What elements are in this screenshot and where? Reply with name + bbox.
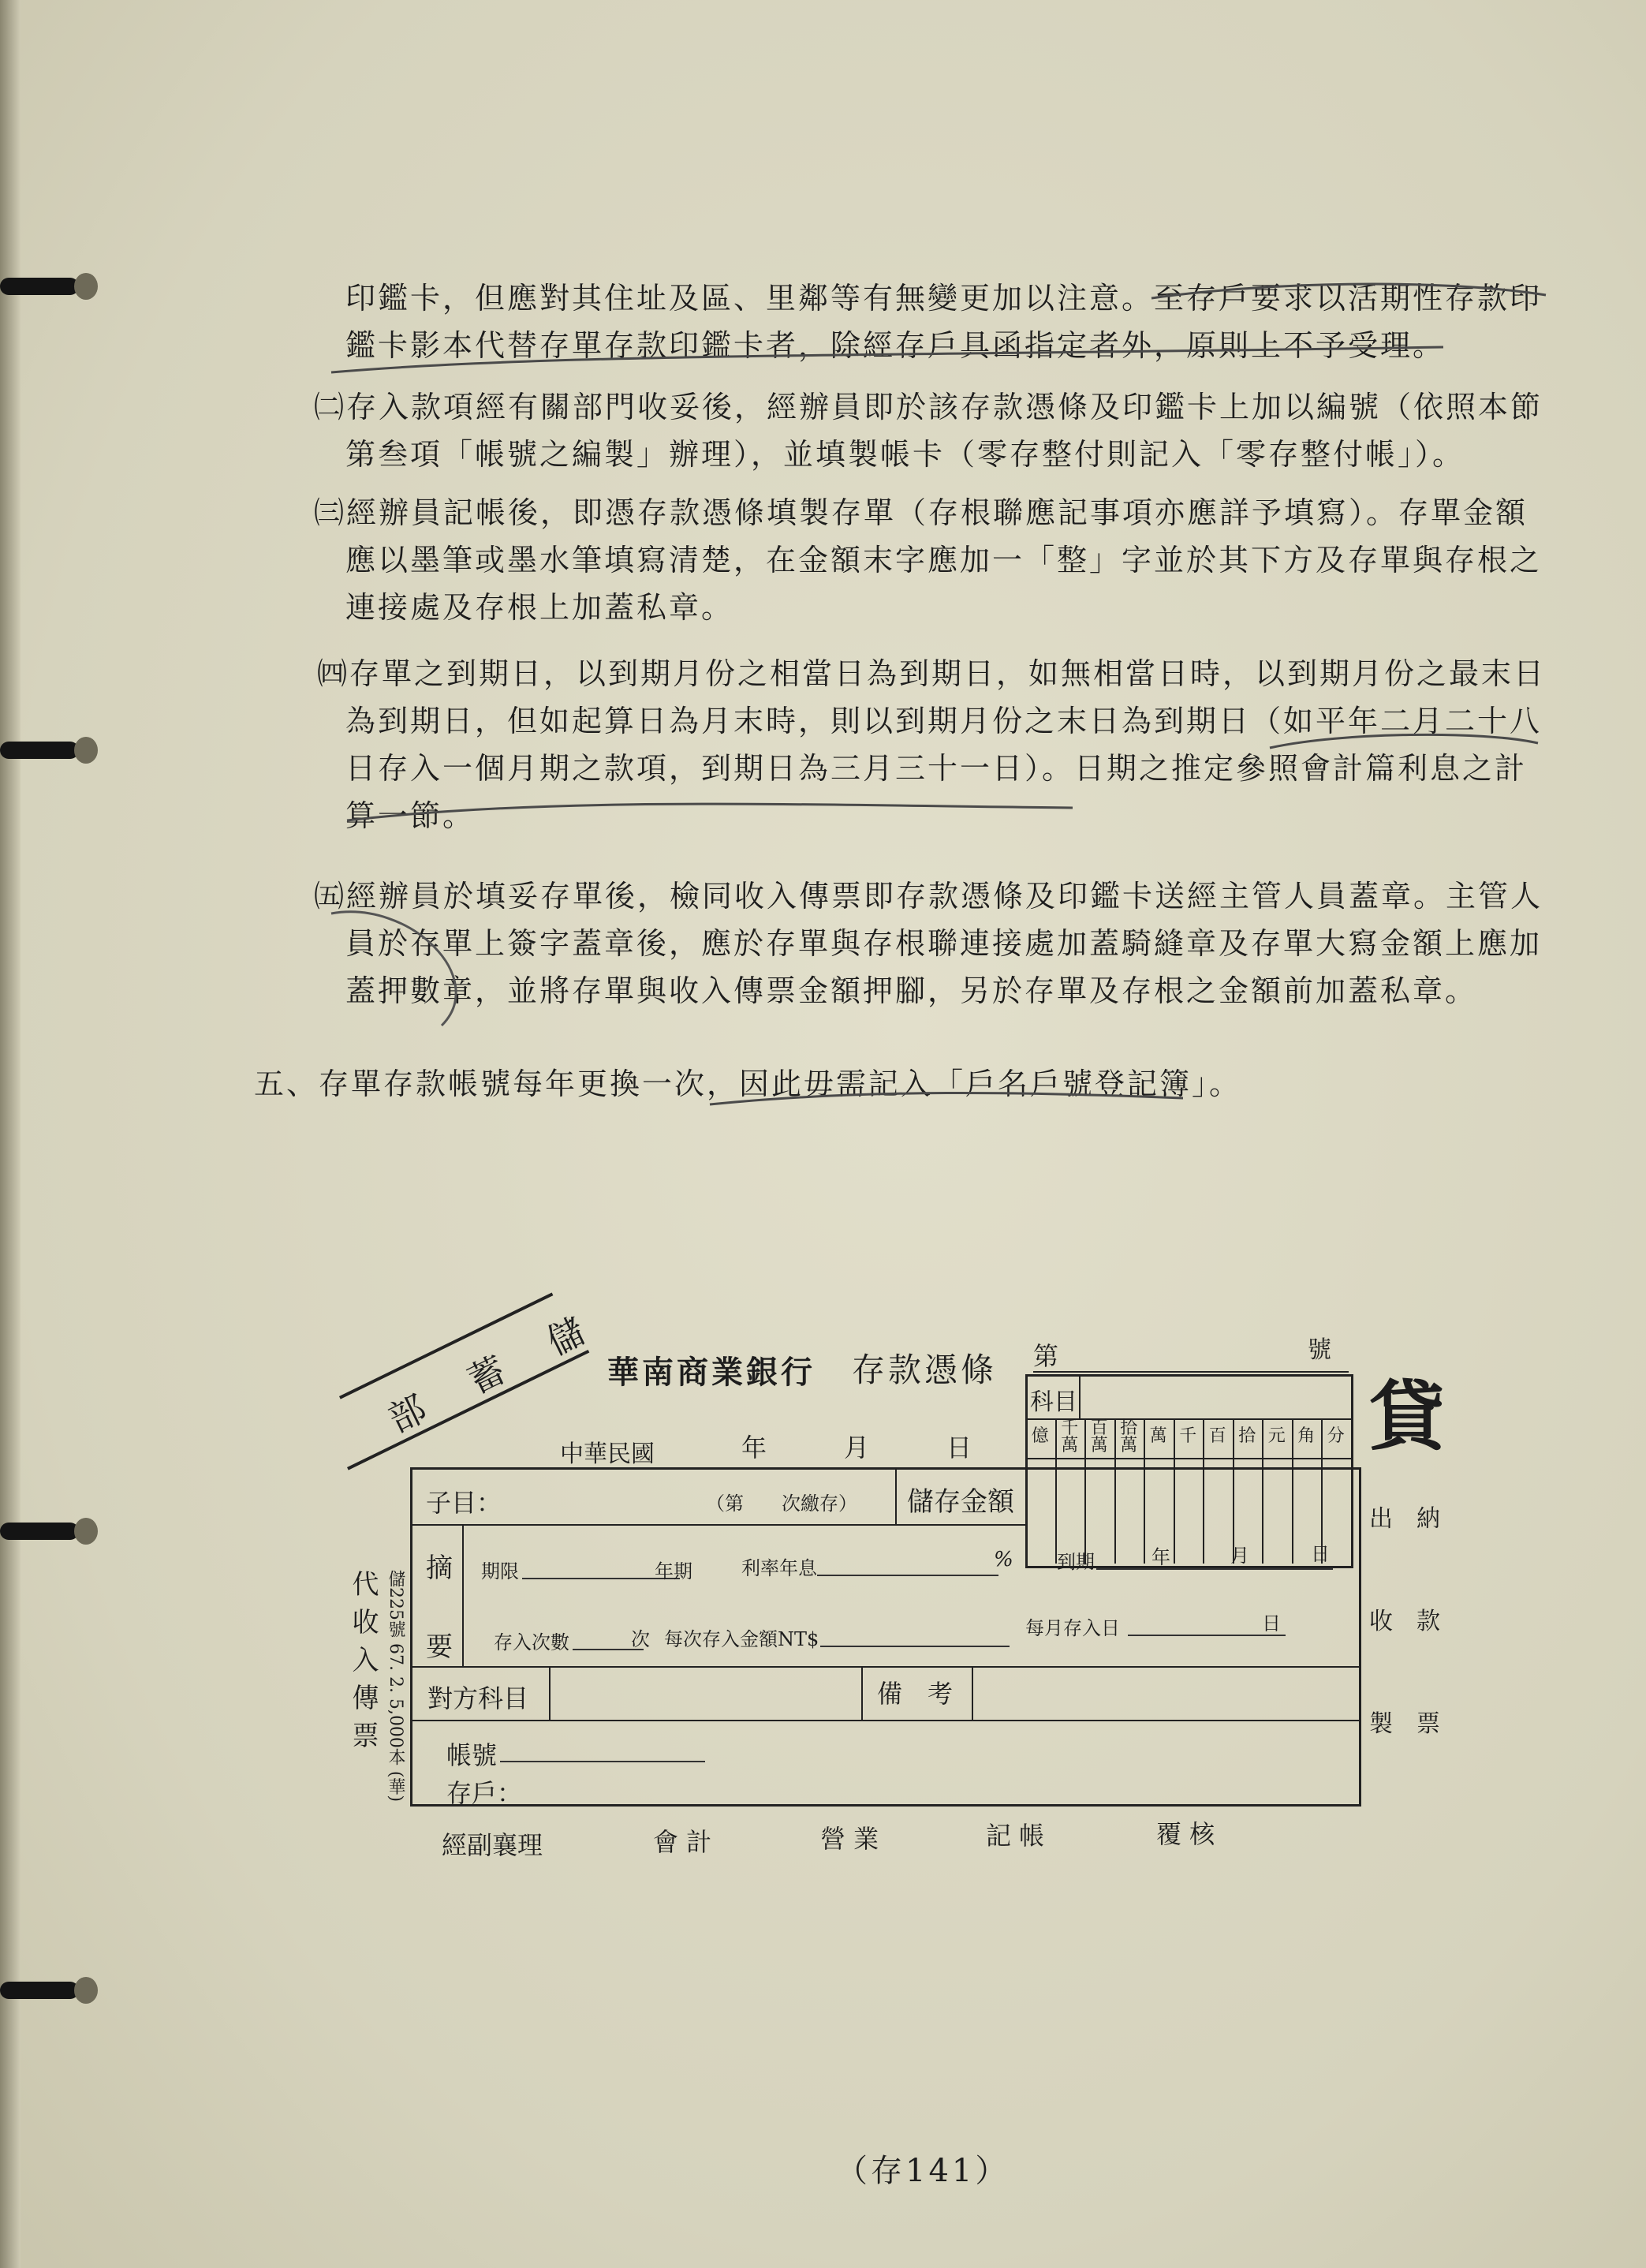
digit-place-cell — [1321, 1418, 1351, 1458]
digit-place-cell — [1174, 1418, 1204, 1458]
text-line: 日存入一個月期之款項，到期日為三月三十一日）。日期之推定參照會計篇利息之計 — [345, 751, 1528, 786]
text-line: 算一節。 — [345, 798, 476, 833]
rate-label: 利率年息 — [741, 1557, 817, 1579]
grid-line — [1233, 1418, 1234, 1564]
digit-place-label: 角 — [1297, 1426, 1316, 1446]
date-year: 年 — [741, 1433, 767, 1463]
text-line: ㈡存入款項經有關部門收妥後，經辦員即於該存款憑條及印鑑卡上加以編號（依照本節 — [314, 390, 1543, 424]
digit-place-label: 拾 — [1238, 1426, 1256, 1446]
count-unit: 次 — [631, 1628, 650, 1650]
deposit-slip — [315, 1306, 1467, 1862]
term-unit: 年期 — [655, 1560, 692, 1582]
sign-review: 覆 核 — [1156, 1819, 1215, 1849]
installment-label: （第 次繳存） — [706, 1493, 857, 1515]
digit-place-cell — [1084, 1418, 1114, 1458]
sign-manager: 經副襄理 — [442, 1830, 543, 1860]
text-line: ㈤經辦員於填妥存單後，檢同收入傳票即存款憑條及印鑑卡送經主管人員蓋章。主管人 — [314, 879, 1543, 914]
digit-place-cell — [1025, 1418, 1055, 1458]
remarks-label: 備 考 — [877, 1679, 954, 1709]
account-no-label: 帳號 — [446, 1740, 498, 1770]
digit-place-cell — [1292, 1418, 1322, 1458]
slip-title: 存款憑條 — [852, 1351, 998, 1389]
summary-char-1: 摘 — [426, 1552, 453, 1584]
fill-line — [817, 1575, 998, 1576]
text-line: ㈢經辦員記帳後，即憑存款憑條填製存單（存根聯應記事項亦應詳予填寫）。存單金額 — [314, 495, 1528, 530]
paragraph-item-2 — [314, 383, 1543, 478]
form-code: 儲225號 67. 2. 5,000本 (華) — [386, 1570, 405, 1803]
sign-bookkeeping: 記 帳 — [986, 1821, 1045, 1851]
digit-place-label: 元 — [1267, 1426, 1286, 1446]
grid-line — [1084, 1418, 1086, 1564]
deposit-count-label: 存入次數 — [494, 1631, 569, 1653]
serial-line — [1033, 1371, 1349, 1373]
sign-accounting: 會 計 — [653, 1827, 712, 1857]
grid-line — [1144, 1418, 1145, 1564]
fill-line — [1096, 1568, 1333, 1570]
contra-account-label: 對方科目 — [427, 1683, 529, 1713]
digit-place-label: 萬 — [1090, 1436, 1108, 1455]
digit-place-label: 百 — [1208, 1426, 1226, 1446]
paragraph-item-5 — [314, 872, 1543, 1014]
fill-line — [820, 1646, 1010, 1647]
digit-place-cell — [1055, 1418, 1085, 1458]
grid-line — [1055, 1418, 1057, 1564]
maturity-label: 到期 — [1057, 1551, 1095, 1573]
text-line: 員於存單上簽字蓋章後，應於存單與存根聯連接處加蓋騎縫章及存單大寫金額上應加 — [345, 926, 1543, 961]
grid-line — [410, 1524, 1025, 1526]
savings-dept-stamp: 部 蓄 儲 — [381, 1306, 599, 1441]
summary-char-2: 要 — [426, 1631, 453, 1663]
maturity-month: 月 — [1230, 1545, 1249, 1567]
binding-ring — [0, 268, 95, 305]
binding-ring — [0, 1972, 95, 2008]
voucher-maker-label: 製 票 — [1369, 1710, 1440, 1738]
fill-line — [500, 1761, 705, 1762]
grid-line — [1292, 1418, 1293, 1564]
binding-ring — [0, 1513, 95, 1549]
digit-place-cell — [1203, 1418, 1233, 1458]
text-line: 鑑卡影本代替存單存款印鑑卡者，除經存戶具函指定者外，原則上不予受理。 — [345, 328, 1446, 363]
account-subject-label: 科目 — [1030, 1388, 1077, 1416]
grid-line — [1079, 1374, 1081, 1418]
text-line: ㈣存單之到期日，以到期月份之相當日為到期日，如無相當日時，以到期月份之最末日 — [317, 656, 1547, 691]
digit-place-cell — [1144, 1418, 1174, 1458]
page-number: （存141） — [836, 2153, 1010, 2189]
digit-place-label: 億 — [1031, 1426, 1049, 1446]
digit-place-cell — [1262, 1418, 1292, 1458]
digit-place-cell — [1114, 1418, 1144, 1458]
collection-label: 收 款 — [1369, 1608, 1440, 1635]
digit-place-label: 分 — [1327, 1426, 1345, 1446]
digit-place-label: 萬 — [1061, 1436, 1079, 1455]
text-line: 應以墨筆或墨水筆填寫清楚，在金額末字應加一「整」字並於其下方及存單與存根之 — [345, 543, 1543, 577]
text-line: 印鑑卡，但應對其住址及區、里鄰等有無變更加以注意。至存戶要求以活期性存款印 — [345, 281, 1543, 316]
text-line: 五、存單存款帳號每年更換一次，因此毋需記入「戶名戶號登記簿」。 — [254, 1067, 1242, 1101]
sub-account-label: 子目： — [426, 1488, 502, 1518]
deposit-amount-label: 儲存金額 — [907, 1486, 1014, 1518]
grid-line — [410, 1666, 1361, 1668]
per-amount-label: 每次存入金額NT$ — [664, 1628, 819, 1650]
grid-line — [1114, 1418, 1116, 1564]
text-line: 蓋押數章，並將存單與收入傳票金額押腳，另於存單及存根之金額前加蓋私章。 — [345, 973, 1478, 1008]
grid-line — [895, 1467, 897, 1524]
monthly-day-unit: 日 — [1262, 1612, 1281, 1635]
grid-line — [1262, 1418, 1263, 1564]
grid-line — [1321, 1418, 1323, 1564]
maturity-day: 日 — [1311, 1543, 1330, 1565]
grid-line — [1203, 1418, 1204, 1564]
digit-place-label: 萬 — [1120, 1436, 1138, 1455]
digit-place-label: 拾 — [1120, 1418, 1138, 1438]
percent-sign: % — [994, 1548, 1013, 1571]
grid-line — [410, 1720, 1361, 1721]
date-month: 月 — [844, 1433, 870, 1463]
depositor-label: 存戶： — [446, 1778, 523, 1808]
digit-place-label: 百 — [1090, 1418, 1108, 1438]
digit-place-label: 千 — [1061, 1418, 1079, 1438]
digit-place-label: 千 — [1179, 1426, 1197, 1446]
serial-prefix: 第 — [1033, 1341, 1059, 1371]
digit-place-cell — [1233, 1418, 1263, 1458]
sign-business: 營 業 — [820, 1824, 879, 1854]
paragraph-item-4 — [317, 650, 1546, 839]
binding-edge — [0, 0, 21, 2268]
text-line: 連接處及存根上加蓋私章。 — [345, 590, 734, 625]
paragraph-seal-card — [345, 275, 1542, 369]
maturity-year: 年 — [1151, 1546, 1170, 1568]
paragraph-section-5 — [254, 1060, 1241, 1108]
credit-mark: 貸 — [1369, 1372, 1445, 1461]
text-line: 為到期日，但如起算日為月末時，則以到期月份之末日為到期日（如平年二月二十八 — [345, 704, 1543, 738]
cashier-label: 出 納 — [1369, 1505, 1440, 1533]
term-label: 期限 — [481, 1560, 519, 1582]
date-day: 日 — [946, 1433, 972, 1463]
grid-line — [861, 1666, 863, 1720]
grid-line — [1174, 1418, 1175, 1564]
grid-line — [1025, 1458, 1353, 1459]
digit-place-label: 萬 — [1149, 1426, 1167, 1446]
text-line: 第叁項「帳號之編製」辦理），並填製帳卡（零存整付則記入「零存整付帳」）。 — [345, 437, 1465, 472]
grid-line — [972, 1666, 973, 1720]
monthly-day-label: 每月存入日 — [1025, 1617, 1120, 1639]
grid-line — [549, 1666, 551, 1720]
binding-ring — [0, 732, 95, 768]
bank-name: 華南商業銀行 — [607, 1354, 816, 1391]
receipt-voucher-label: 代收入傳票 — [347, 1570, 379, 1759]
paragraph-item-3 — [314, 489, 1542, 631]
date-era: 中華民國 — [560, 1440, 655, 1468]
serial-suffix: 號 — [1308, 1336, 1331, 1364]
grid-line — [462, 1524, 464, 1666]
